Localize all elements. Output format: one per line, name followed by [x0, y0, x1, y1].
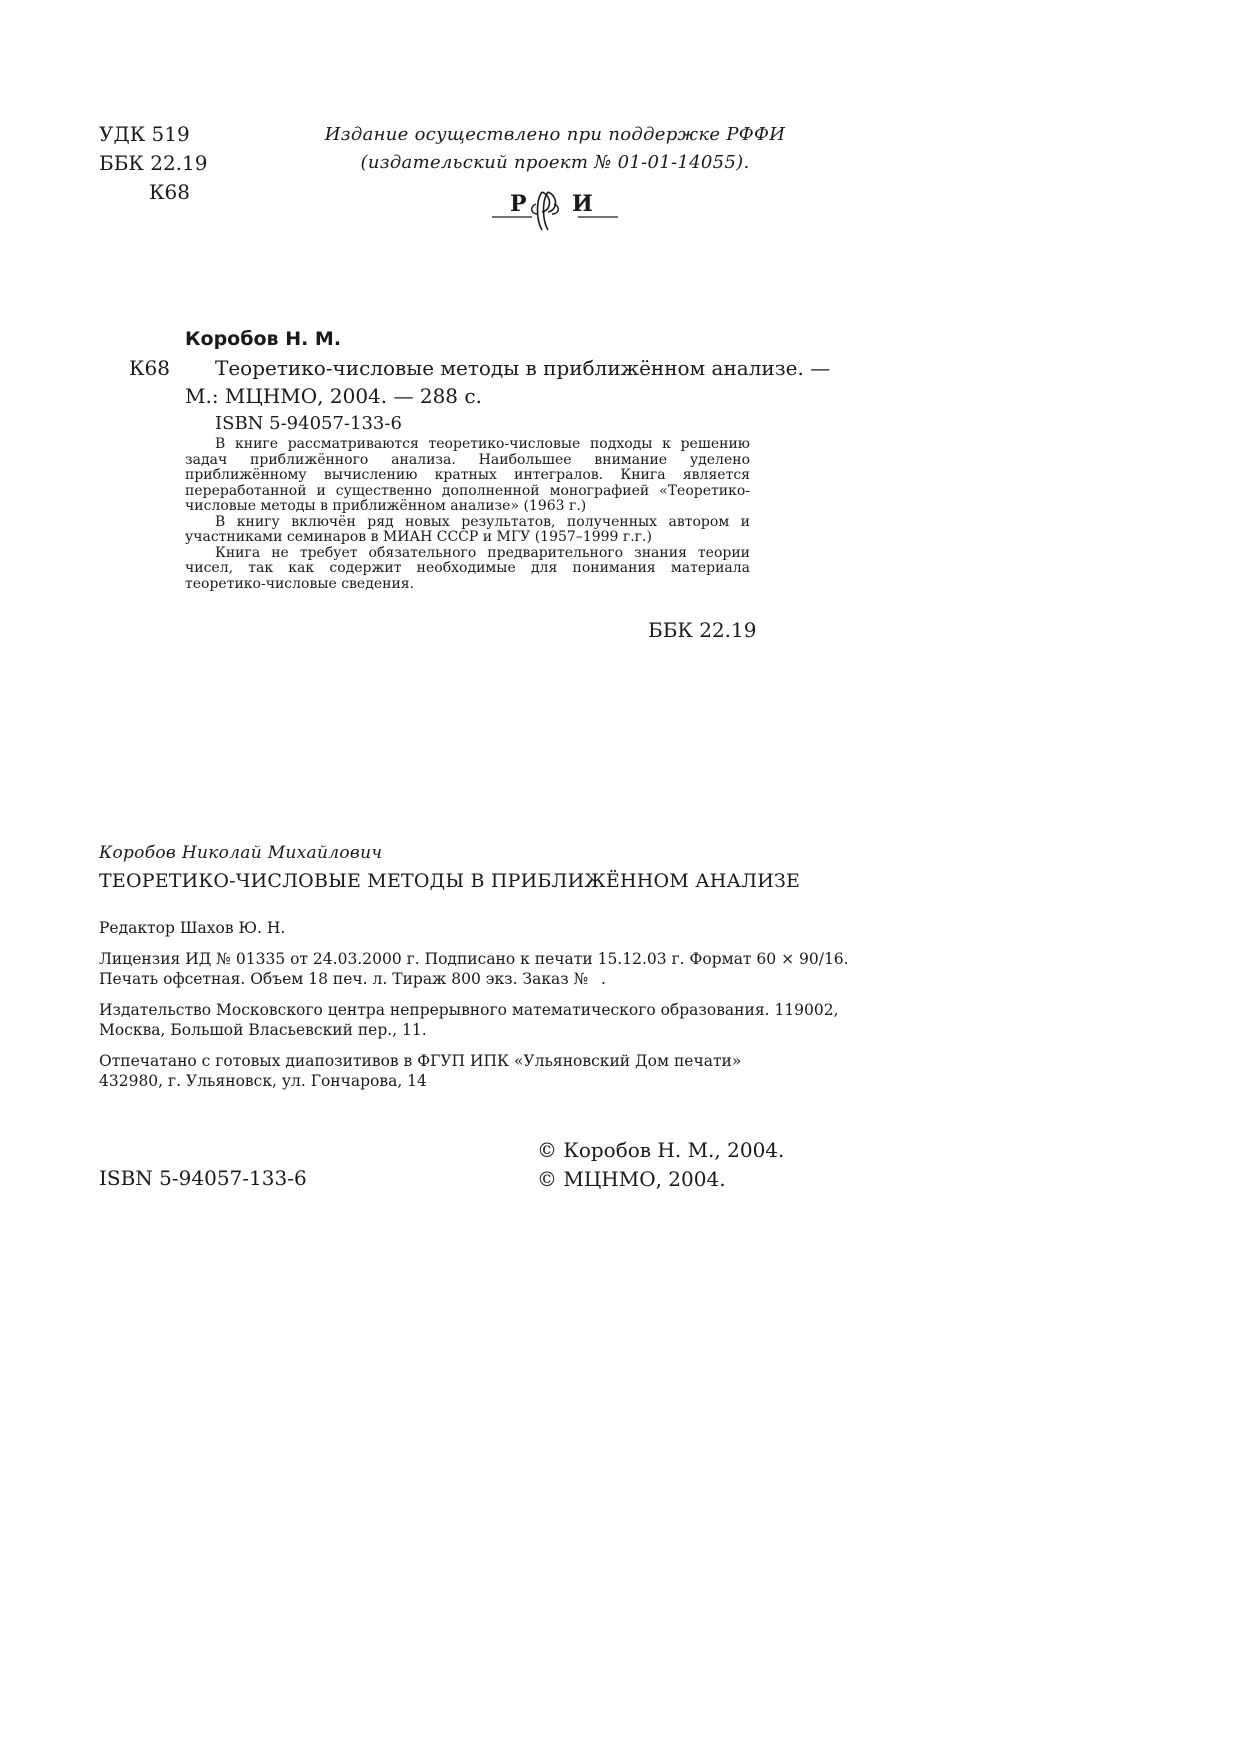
annotation — [185, 437, 750, 592]
copyright-publisher: © МЦНМО, 2004. — [537, 1167, 726, 1191]
imprint-author: Коробов Николай Михайлович — [99, 843, 383, 863]
card-title-line1: Теоретико-числовые методы в приближённом анализе. — — [215, 356, 831, 380]
isbn-bottom: ISBN 5-94057-133-6 — [99, 1166, 307, 1190]
svg-text:Р: Р — [510, 191, 527, 217]
imprint-publisher-line1: Издательство Московского центра непрерывного математического образования. 119002, — [99, 1001, 839, 1019]
imprint-license-line1: Лицензия ИД № 01335 от 24.03.2000 г. Подписано к печати 15.12.03 г. Формат 60 × 90/16. — [99, 950, 849, 968]
imprint-publisher-line2: Москва, Большой Власьевский пер., 11. — [99, 1021, 427, 1039]
imprint-license-line2: Печать офсетная. Объем 18 печ. л. Тираж 800 экз. Заказ № — [99, 970, 589, 988]
imprint-editor: Редактор Шахов Ю. Н. — [99, 919, 286, 937]
copyright-author: © Коробов Н. М., 2004. — [537, 1138, 785, 1162]
annotation-paragraph: В книгу включён ряд новых результатов, полученных автором и участниками семинаров в МИАН СССР и МГУ (1957–1999 г.г.) — [185, 513, 750, 545]
card-bbk: ББК 22.19 — [648, 618, 757, 642]
imprint-license-line2-end: . — [601, 970, 606, 988]
svg-text:И: И — [572, 191, 593, 217]
card-isbn: ISBN 5-94057-133-6 — [215, 413, 402, 434]
annotation-paragraph: Книга не требует обязательного предварительного знания теории чисел, так как содержит необходимые для понимания материала теоретико-числовые сведения. — [185, 544, 750, 592]
imprint-title: ТЕОРЕТИКО-ЧИСЛОВЫЕ МЕТОДЫ В ПРИБЛИЖЁННОМ АНАЛИЗЕ — [99, 870, 801, 892]
card-author: Коробов Н. М. — [185, 328, 342, 350]
card-title-line2: М.: МЦНМО, 2004. — 288 с. — [185, 384, 482, 408]
udk-code: УДК 519 — [99, 122, 190, 146]
card-code: К68 — [129, 356, 170, 380]
annotation-paragraph: В книге рассматриваются теоретико-числовые подходы к решению задач приближённого анализа. Наибольшее внимание уделено приближённому вычислению кратных интегралов. Книга является переработанной и существенно дополненной монографией «Теоретико-числовые методы в приближённом анализе» (1963 г.) — [185, 436, 750, 514]
support-notice-line2: (издательский проект № 01-01-14055). — [360, 152, 750, 173]
imprint-printer-line1: Отпечатано с готовых диапозитивов в ФГУП ИПК «Ульяновский Дом печати» — [99, 1052, 742, 1070]
author-mark-code: К68 — [149, 180, 190, 204]
support-notice-line1: Издание осуществлено при поддержке РФФИ — [324, 124, 786, 145]
imprint-printer-line2: 432980, г. Ульяновск, ул. Гончарова, 14 — [99, 1072, 427, 1090]
rffi-logo-icon — [490, 190, 620, 232]
bbk-code: ББК 22.19 — [99, 151, 208, 175]
rffi-logo — [490, 190, 620, 232]
